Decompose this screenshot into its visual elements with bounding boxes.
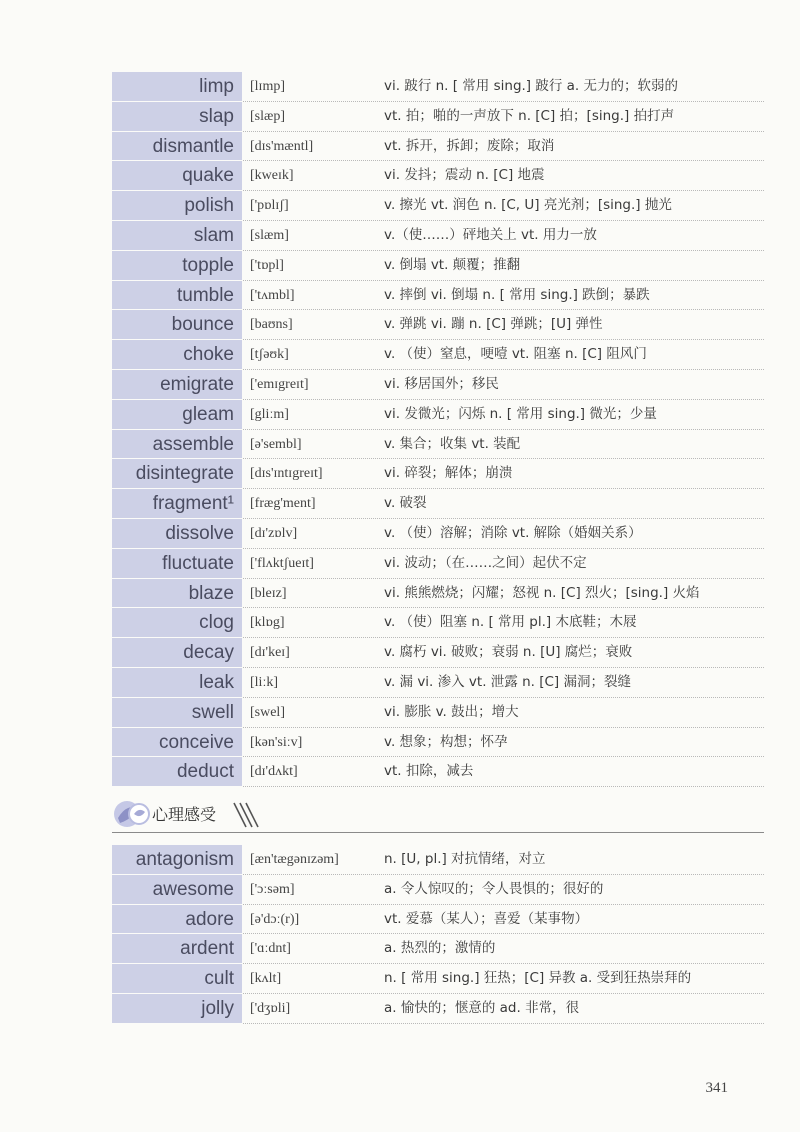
- phonetic: [baʊns]: [250, 317, 293, 333]
- table-row: [112, 72, 764, 102]
- definition: v. 想象；构想；怀孕: [384, 733, 508, 750]
- table-row: [112, 251, 764, 281]
- phonetic: [dɪ'keɪ]: [250, 645, 290, 661]
- phonetic: [dɪs'ɪntɪgreɪt]: [250, 466, 323, 482]
- table-row: [112, 875, 764, 905]
- headword: antagonism: [112, 845, 242, 875]
- headword: quake: [112, 161, 242, 191]
- headword: cult: [112, 964, 242, 994]
- table-row: [112, 459, 764, 489]
- definition: vi. 移居国外；移民: [384, 375, 499, 392]
- table-row: [112, 964, 764, 994]
- headword: swell: [112, 698, 242, 728]
- headword: disintegrate: [112, 459, 242, 489]
- definition: a. 愉快的；惬意的 ad. 非常，很: [384, 999, 580, 1016]
- table-row: [112, 845, 764, 875]
- headword: blaze: [112, 579, 242, 609]
- definition: v. （使）阻塞 n. [ 常用 pl.] 木底鞋；木屐: [384, 614, 637, 631]
- phonetic: ['dʒɒli]: [250, 1000, 291, 1016]
- headword: clog: [112, 608, 242, 638]
- headword: tumble: [112, 281, 242, 311]
- definition: v. 弹跳 vi. 蹦 n. [C] 弹跳；[U] 弹性: [384, 316, 603, 333]
- definition: v.（使……）砰地关上 vt. 用力一放: [384, 226, 597, 243]
- phonetic: [slæm]: [250, 227, 289, 243]
- phonetic: [liːk]: [250, 674, 278, 690]
- definition: v. （使）窒息，哽噎 vt. 阻塞 n. [C] 阻风门: [384, 346, 647, 363]
- headword: emigrate: [112, 370, 242, 400]
- phonetic: ['ɔːsəm]: [250, 881, 295, 897]
- definition: vt. 扣除，减去: [384, 763, 474, 780]
- headword: fragment¹: [112, 489, 242, 519]
- headword: assemble: [112, 430, 242, 460]
- table-row: [112, 370, 764, 400]
- section-title: 心理感受: [152, 805, 217, 824]
- vocab-table-actions: [112, 72, 764, 787]
- definition: v. 集合；收集 vt. 装配: [384, 435, 521, 452]
- phonetic: ['pɒlɪʃ]: [250, 198, 289, 214]
- table-row: [112, 519, 764, 549]
- phonetic: [kən'siːv]: [250, 734, 303, 750]
- table-row: [112, 905, 764, 935]
- table-row: [112, 579, 764, 609]
- table-row: [112, 340, 764, 370]
- headword: choke: [112, 340, 242, 370]
- phonetic: [dɪs'mæntl]: [250, 138, 314, 154]
- table-row: [112, 934, 764, 964]
- table-row: [112, 698, 764, 728]
- table-row: [112, 191, 764, 221]
- table-row: [112, 132, 764, 162]
- definition: vt. 拍；啪的一声放下 n. [C] 拍；[sing.] 拍打声: [384, 107, 675, 124]
- definition: vi. 跛行 n. [ 常用 sing.] 跛行 a. 无力的；软弱的: [384, 78, 679, 94]
- table-row: [112, 221, 764, 251]
- definition: a. 令人惊叹的；令人畏惧的；很好的: [384, 880, 604, 897]
- phonetic: [æn'tægənɪzəm]: [250, 852, 339, 867]
- headword: decay: [112, 638, 242, 668]
- headword: dissolve: [112, 519, 242, 549]
- definition: v. 漏 vi. 渗入 vt. 泄露 n. [C] 漏洞；裂缝: [384, 673, 631, 690]
- table-row: [112, 489, 764, 519]
- definition: n. [ 常用 sing.] 狂热；[C] 异教 a. 受到狂热崇拜的: [384, 970, 692, 987]
- definition: v. 倒塌 vt. 颠覆；推翻: [384, 256, 521, 273]
- headword: slam: [112, 221, 242, 251]
- phonetic: [fræg'ment]: [250, 496, 316, 512]
- headword: topple: [112, 251, 242, 281]
- page-number: 341: [705, 1080, 728, 1096]
- definition: vi. 波动；（在……之间）起伏不定: [384, 554, 587, 571]
- phonetic: [bleɪz]: [250, 585, 287, 601]
- table-row: [112, 728, 764, 758]
- definition: vi. 膨胀 v. 鼓出；增大: [384, 703, 519, 720]
- stripes-decoration-icon: [232, 801, 262, 829]
- table-row: [112, 400, 764, 430]
- vocab-table-feelings: [112, 845, 764, 1024]
- definition: v. （使）溶解；消除 vt. 解除（婚姻关系）: [384, 524, 642, 541]
- definition: n. [U, pl.] 对抗情绪，对立: [384, 851, 546, 867]
- headword: dismantle: [112, 132, 242, 162]
- phonetic: ['ɑːdnt]: [250, 941, 291, 957]
- headword: conceive: [112, 728, 242, 758]
- phonetic: [gliːm]: [250, 406, 289, 422]
- phonetic: [ə'dɔː(r)]: [250, 911, 300, 927]
- headword: polish: [112, 191, 242, 221]
- phonetic: ['emɪgreɪt]: [250, 376, 309, 392]
- headword: awesome: [112, 875, 242, 905]
- table-row: [112, 161, 764, 191]
- definition: vi. 发抖；震动 n. [C] 地震: [384, 167, 545, 184]
- table-row: [112, 638, 764, 668]
- headword: bounce: [112, 310, 242, 340]
- table-row: [112, 102, 764, 132]
- headword: fluctuate: [112, 549, 242, 579]
- section-badge-icon: [112, 799, 152, 829]
- headword: limp: [112, 72, 242, 102]
- definition: a. 热烈的；激情的: [384, 940, 496, 957]
- section-header: [112, 798, 764, 833]
- definition: v. 腐朽 vi. 破败；衰弱 n. [U] 腐烂；衰败: [384, 644, 633, 661]
- table-row: [112, 281, 764, 311]
- definition: vi. 发微光；闪烁 n. [ 常用 sing.] 微光；少量: [384, 405, 657, 422]
- table-row: [112, 994, 764, 1024]
- headword: ardent: [112, 934, 242, 964]
- table-row: [112, 310, 764, 340]
- phonetic: ['tʌmbl]: [250, 287, 295, 303]
- headword: adore: [112, 905, 242, 935]
- definition: v. 擦光 vt. 润色 n. [C, U] 亮光剂；[sing.] 抛光: [384, 197, 672, 214]
- phonetic: [lɪmp]: [250, 79, 285, 94]
- headword: gleam: [112, 400, 242, 430]
- headword: jolly: [112, 994, 242, 1024]
- phonetic: [kʌlt]: [250, 971, 282, 987]
- phonetic: [kweɪk]: [250, 168, 294, 184]
- phonetic: [dɪ'zɒlv]: [250, 525, 298, 541]
- table-row: [112, 757, 764, 787]
- phonetic: [tʃəʊk]: [250, 347, 289, 363]
- phonetic: [klɒg]: [250, 615, 285, 631]
- table-row: [112, 430, 764, 460]
- table-row: [112, 549, 764, 579]
- definition: vi. 碎裂；解体；崩溃: [384, 465, 513, 482]
- headword: deduct: [112, 757, 242, 787]
- table-row: [112, 608, 764, 638]
- phonetic: [slæp]: [250, 108, 285, 124]
- phonetic: ['flʌktʃueɪt]: [250, 555, 314, 571]
- phonetic: [ə'sembl]: [250, 436, 302, 452]
- definition: v. 摔倒 vi. 倒塌 n. [ 常用 sing.] 跌倒；暴跌: [384, 286, 650, 303]
- definition: vt. 爱慕（某人）；喜爱（某事物）: [384, 910, 589, 927]
- phonetic: [dɪ'dʌkt]: [250, 764, 298, 780]
- definition: v. 破裂: [384, 495, 427, 512]
- headword: slap: [112, 102, 242, 132]
- phonetic: ['tɒpl]: [250, 257, 284, 273]
- definition: vi. 熊熊燃烧；闪耀；怒视 n. [C] 烈火；[sing.] 火焰: [384, 584, 700, 601]
- phonetic: [swel]: [250, 704, 285, 720]
- headword: leak: [112, 668, 242, 698]
- definition: vt. 拆开，拆卸；废除；取消: [384, 137, 555, 154]
- table-row: [112, 668, 764, 698]
